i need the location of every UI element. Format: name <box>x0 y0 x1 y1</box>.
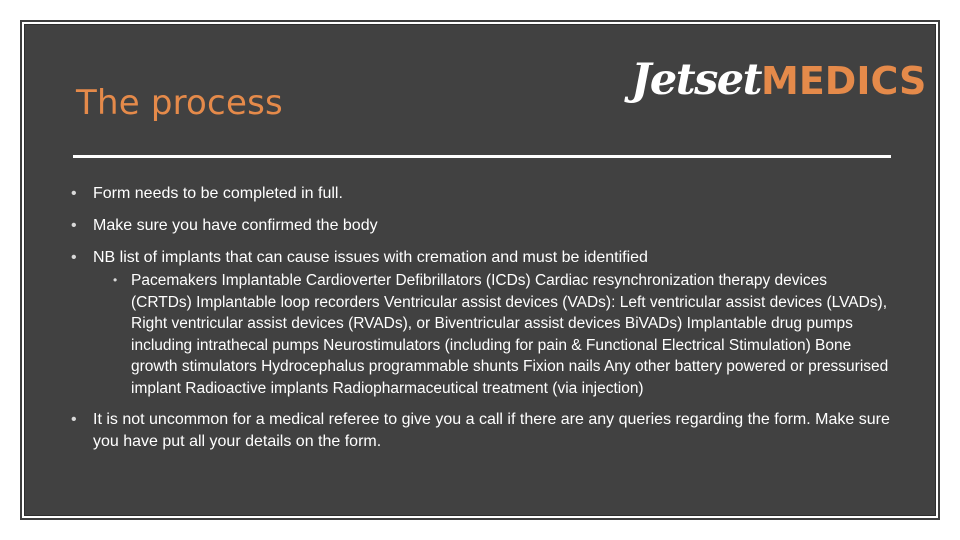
slide-frame <box>20 20 940 520</box>
bullet-list <box>71 183 891 463</box>
bullet-item <box>71 247 891 269</box>
logo-jetset-text: Jetset <box>631 55 761 105</box>
slide <box>24 24 936 516</box>
bullet-text: NB list of implants that can cause issues with cremation and must be identified <box>93 249 648 266</box>
bullet-item <box>71 183 891 205</box>
bullet-icon: • <box>71 185 77 202</box>
bullet-text: Make sure you have confirmed the body <box>93 217 378 234</box>
bullet-text: Form needs to be completed in full. <box>93 185 343 202</box>
title-divider <box>73 155 891 158</box>
implant-list-text: Pacemakers Implantable Cardioverter Defibrillators (ICDs) Cardiac resynchronization therapy devices (CRTDs) Implantable loop recorders Ventricular assist devices (VADs): Left ventricular assist devices (LVADs), Right ventricular assist devices (RVADs), or Biventricular assist devices BiVADs) Implantable drug pumps including intrathecal pumps Neurostimulators (including for pain & Functional Electrical Stimulation) Bone growth stimulators Hydrocephalus programmable shunts Fixion nails Any other battery powered or pressurised implant Radioactive implants Radiopharmaceutical treatment (via injection) <box>131 272 889 397</box>
jetset-medics-logo <box>631 55 927 105</box>
sub-bullet-icon: • <box>113 273 118 287</box>
logo-medics-text: MEDICS <box>761 59 927 103</box>
bullet-item <box>71 409 891 453</box>
bullet-icon: • <box>71 217 77 234</box>
bullet-icon: • <box>71 411 77 428</box>
bullet-icon: • <box>71 249 77 266</box>
bullet-item <box>71 215 891 237</box>
bullet-text: It is not uncommon for a medical referee to give you a call if there are any queries regarding the form. Make sure you have put all your details on the form. <box>93 411 890 450</box>
sub-bullet-item <box>71 270 891 399</box>
slide-title: The process <box>76 83 283 123</box>
